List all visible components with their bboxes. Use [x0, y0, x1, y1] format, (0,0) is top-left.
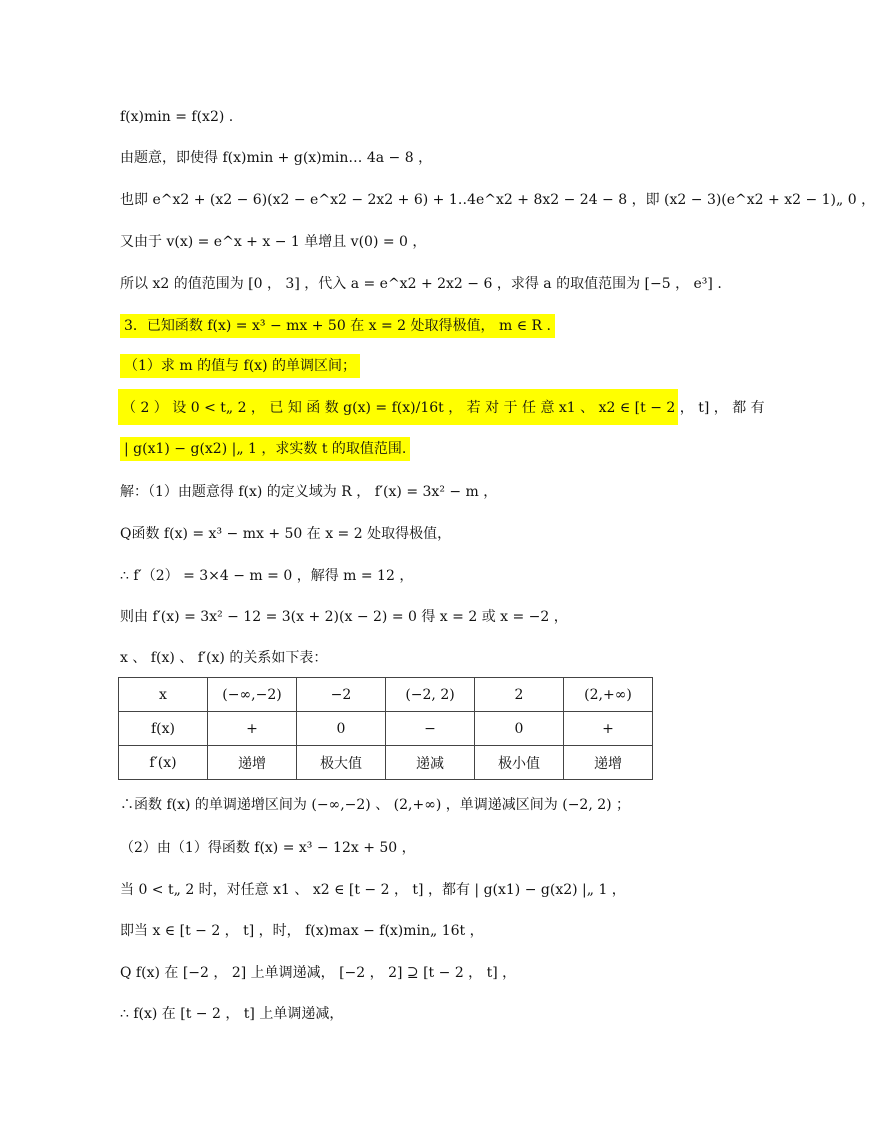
solution-line: Q函数 f(x) = x³ − mx + 50 在 x = 2 处取得极值， — [120, 526, 452, 542]
solution-line: x 、 f(x) 、 f′(x) 的关系如下表： — [120, 650, 328, 666]
table-cell: f′(x) — [119, 746, 208, 780]
table-cell: (−2, 2) — [386, 678, 475, 712]
table-cell: −2 — [297, 678, 386, 712]
table-cell: 递增 — [564, 746, 653, 780]
table-cell: 递增 — [208, 746, 297, 780]
table-cell: 2 — [475, 678, 564, 712]
text-line: 又由于 v(x) = e^x + x − 1 单增且 v(0) = 0 ， — [120, 234, 427, 250]
sign-table — [118, 677, 653, 780]
table-cell: 极大值 — [297, 746, 386, 780]
text-line: f(x)min = f(x2) . — [120, 109, 234, 125]
solution-line: ∴函数 f(x) 的单调递增区间为 (−∞,−2) 、 (2,+∞) ，单调递减区间为 (−2, 2) ； — [120, 797, 631, 813]
table-row — [119, 746, 653, 780]
table-cell: 0 — [297, 712, 386, 746]
table-cell: f(x) — [119, 712, 208, 746]
solution-line: ∴ f′（2） = 3×4 − m = 0 ，解得 m = 12 ， — [120, 568, 414, 584]
solution-line: Q f(x) 在 [−2 ， 2] 上单调递减， [−2 ， 2] ⊇ [t − 2 ， t] ， — [120, 965, 517, 981]
table-cell: + — [564, 712, 653, 746]
table-cell: x — [119, 678, 208, 712]
table-row — [119, 712, 653, 746]
table-cell: (−∞,−2) — [208, 678, 297, 712]
text-line: 由题意，即使得 f(x)min + g(x)min… 4a − 8 ， — [120, 150, 433, 166]
highlighted-text: 3．已知函数 f(x) = x³ − mx + 50 在 x = 2 处取得极值， m ∈ R . — [120, 314, 555, 338]
problem-part-2 — [118, 389, 765, 425]
problem-part-2-cont — [120, 439, 410, 459]
text-line: 所以 x2 的值范围为 [0 ， 3] ，代入 a = e^x2 + 2x2 − 6 ，求得 a 的取值范围为 [−5 ， e³] . — [120, 276, 722, 292]
table-row — [119, 678, 653, 712]
table-cell: 0 — [475, 712, 564, 746]
highlighted-text: （1）求 m 的值与 f(x) 的单调区间； — [120, 354, 360, 378]
solution-line: 解：（1）由题意得 f(x) 的定义域为 R ， f′(x) = 3x² − m ， — [120, 484, 498, 500]
solution-line: （2）由（1）得函数 f(x) = x³ − 12x + 50 ， — [120, 840, 416, 856]
text-line: 也即 e^x2 + (x2 − 6)(x2 − e^x2 − 2x2 + 6) + 1‥4e^x2 + 8x2 − 24 − 8 ，即 (x2 − 3)(e^x2 + x2 − 1)„ 0 ， — [120, 192, 875, 208]
table-cell: + — [208, 712, 297, 746]
solution-line: 则由 f′(x) = 3x² − 12 = 3(x + 2)(x − 2) = 0 得 x = 2 或 x = −2 ， — [120, 609, 568, 625]
table-cell: 递减 — [386, 746, 475, 780]
highlighted-text: | g(x1) − g(x2) |„ 1 ，求实数 t 的取值范围. — [120, 437, 410, 461]
problem-part-1 — [120, 356, 360, 376]
table-cell: (2,+∞) — [564, 678, 653, 712]
solution-line: 即当 x ∈ [t − 2 ， t] ，时， f(x)max − f(x)min„ 16t ， — [120, 923, 484, 939]
highlighted-text: （ 2 ） 设 0 < t„ 2 ， 已 知 函 数 g(x) = f(x)/16t ， 若 对 于 任 意 x1 、 x2 ∈ [t − 2 ， t] ， 都 有 — [122, 400, 765, 416]
table-cell: − — [386, 712, 475, 746]
solution-line: 当 0 < t„ 2 时，对任意 x1 、 x2 ∈ [t − 2 ， t] ，都有 | g(x1) − g(x2) |„ 1 ， — [120, 882, 626, 898]
problem-statement — [120, 316, 555, 336]
solution-line: ∴ f(x) 在 [t − 2 ， t] 上单调递减， — [120, 1006, 344, 1022]
table-cell: 极小值 — [475, 746, 564, 780]
